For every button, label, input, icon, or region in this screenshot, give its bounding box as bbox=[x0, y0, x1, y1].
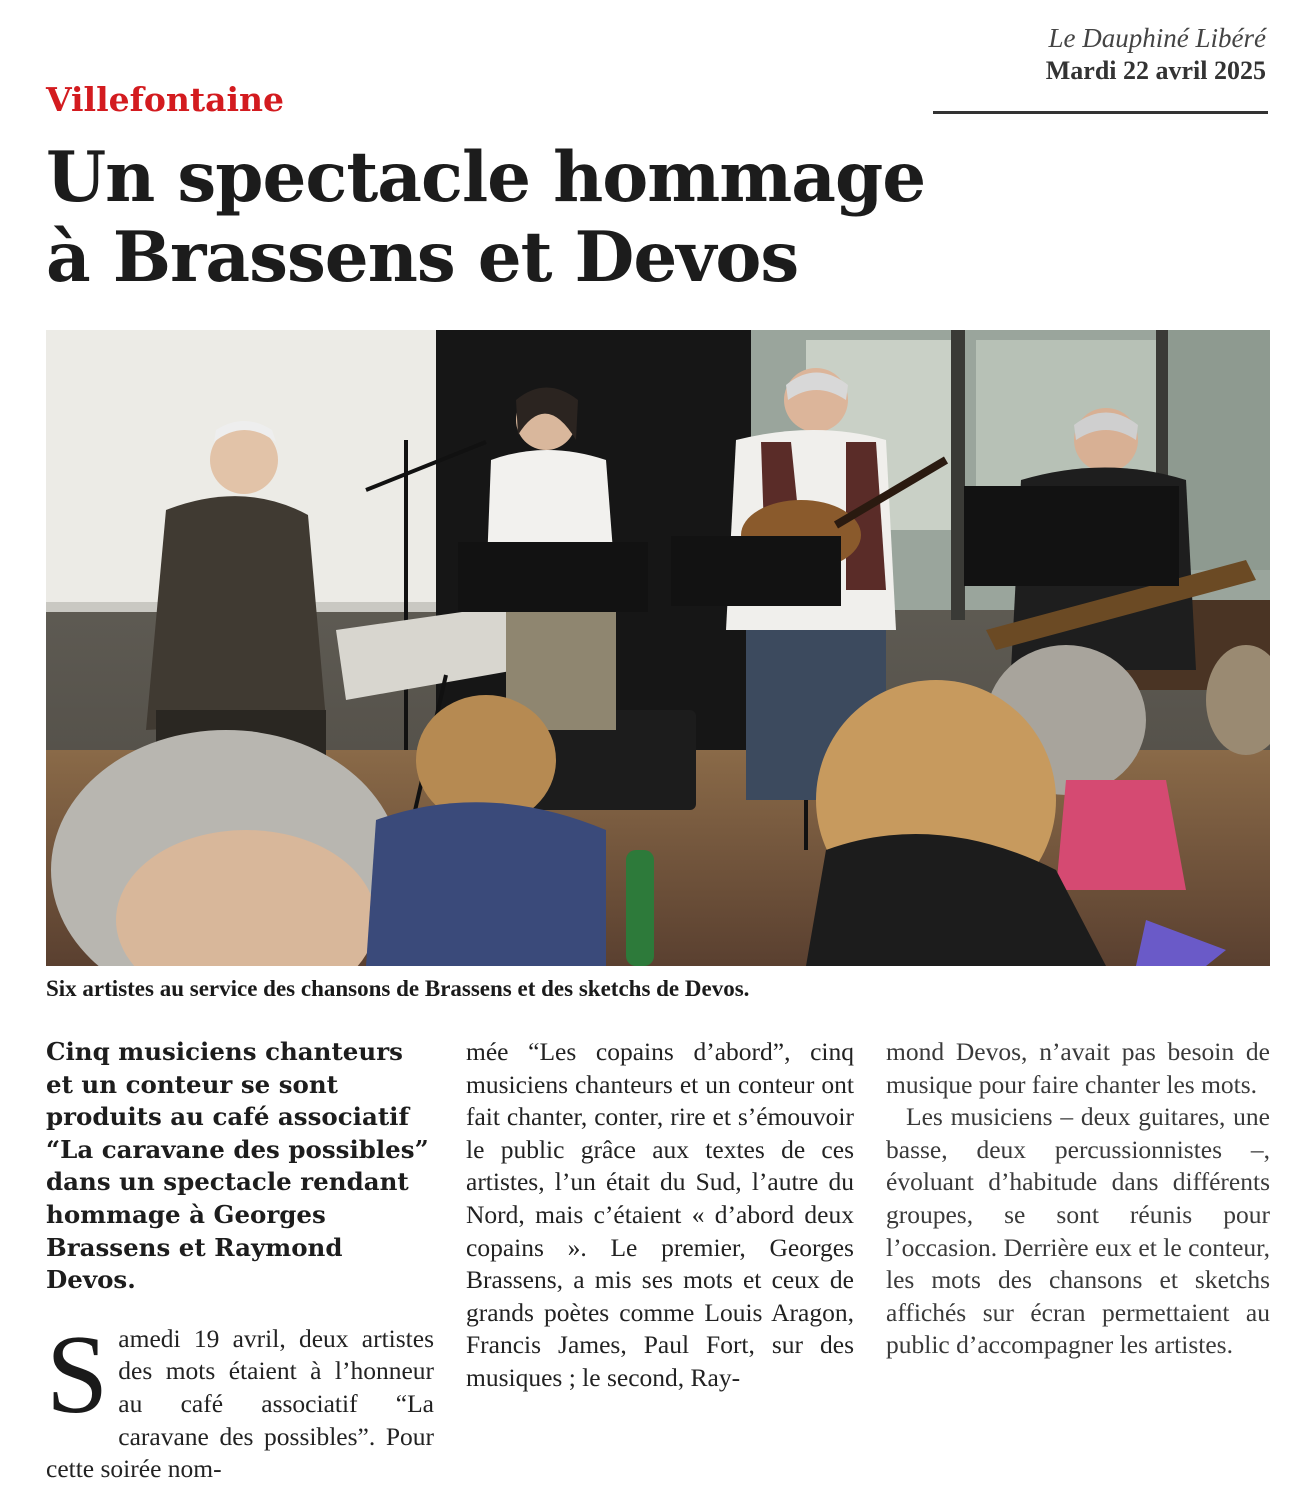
body-text-col1: amedi 19 avril, deux artistes des mots étaient à l’honneur au café associatif “La caravane des possibles”. Pour cette soirée nom- bbox=[46, 1323, 434, 1484]
body-text-col3-p2: Les musiciens – deux guitares, une basse, deux percussionnistes –, évoluant d’habitude dans différents groupes, se sont réunis pour l’occasion. Derrière eux et le conteur, les mots des chansons et sketchs affichés sur écran permettaient au public d’accompagner les artistes. bbox=[886, 1102, 1270, 1360]
photo-caption: Six artistes au service des chansons de Brassens et des sketchs de Devos. bbox=[46, 976, 750, 1001]
masthead-rule bbox=[933, 111, 1268, 114]
article-column-3 bbox=[886, 1036, 1270, 1362]
drop-cap: S bbox=[46, 1312, 109, 1437]
article-column-2 bbox=[466, 1036, 854, 1395]
masthead bbox=[936, 22, 1266, 88]
newspaper-name: Le Dauphiné Libéré bbox=[1048, 23, 1266, 53]
concert-photo bbox=[46, 330, 1270, 966]
body-paragraph-1 bbox=[46, 1312, 434, 1486]
article-lead: Cinq musiciens chanteurs et un conteur se sont produits au café associatif “La caravane des possibles” dans un spectacle rendant hommage à Georges Brassens et Raymond Devos. bbox=[46, 1037, 429, 1295]
body-text-col3-p1: mond Devos, n’avait pas besoin de musique pour faire chanter les mots. bbox=[886, 1037, 1270, 1099]
body-text-col2: mée “Les copains d’abord”, cinq musiciens chanteurs et un conteur ont fait chanter, conter, rire et s’émouvoir le public grâce aux textes de ces artistes, l’un était du Sud, l’autre du Nord, mais c’étaient « d’abord deux copains ». Le premier, Georges Brassens, a mis ses mots et ceux de grands poètes comme Louis Aragon, Francis James, Paul Fort, sur des musiques ; le second, Ray- bbox=[466, 1037, 854, 1392]
article-kicker: Villefontaine bbox=[46, 80, 284, 119]
article-headline: Un spectacle hommage à Brassens et Devos bbox=[46, 137, 926, 298]
publication-date: Mardi 22 avril 2025 bbox=[1045, 56, 1266, 85]
article-column-1 bbox=[46, 1036, 434, 1486]
